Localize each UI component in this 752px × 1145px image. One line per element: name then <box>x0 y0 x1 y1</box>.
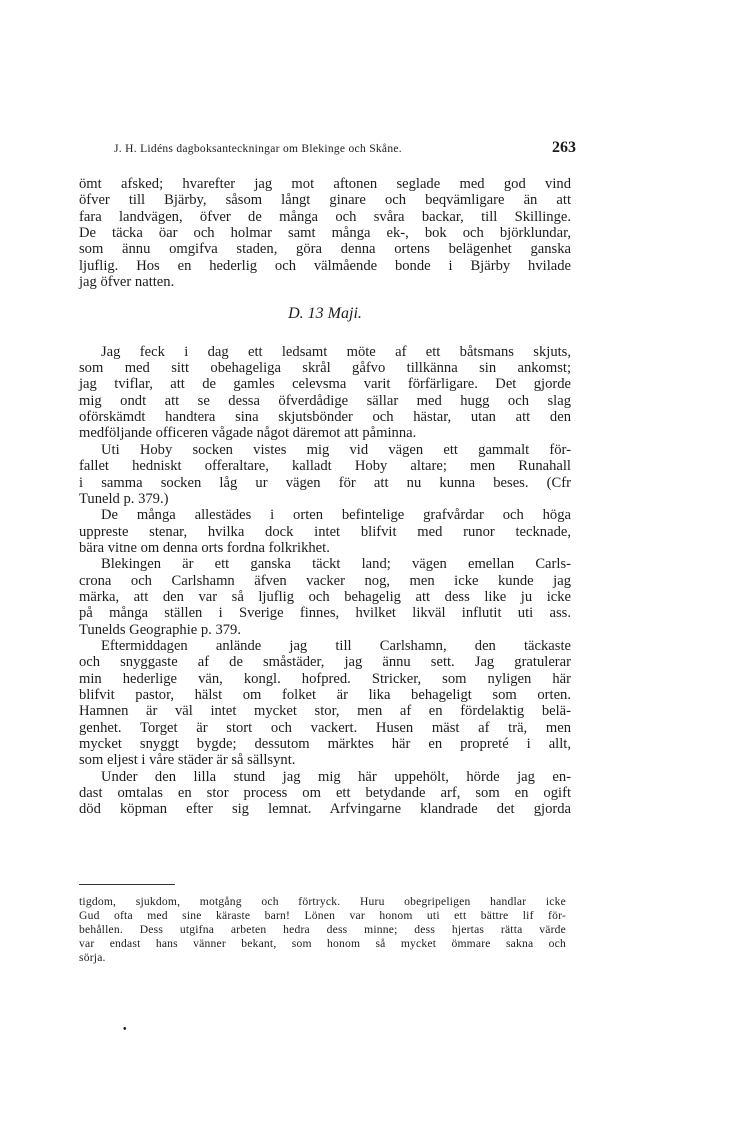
date-heading: D. 13 Maji. <box>288 305 362 323</box>
page-number: 263 <box>552 139 576 156</box>
text-line: som ännu omgifva staden, göra denna ortens belägenhet ganska <box>79 241 571 258</box>
text-line: genhet. Torget är stort och vackert. Husen mäst af trä, men <box>79 719 571 736</box>
text-line: dast omtalas en stor process om ett betydande arf, som en ogift <box>79 785 571 802</box>
text-line: i samma socken låg ur vägen för att nu kunna beses. (Cfr <box>79 474 571 491</box>
footnote-rule <box>79 884 175 885</box>
text-line: som eljest i våre städer är så sällsynt. <box>79 752 296 769</box>
text-line: Hamnen är väl intet mycket stor, men af en fördelaktig belä- <box>79 703 571 720</box>
text-line: min hederlige vän, kongl. hofpred. Stricker, som nyligen här <box>79 670 571 687</box>
text-line: oförskämdt handtera sina skjutsbönder och hästar, utan att den <box>79 409 571 426</box>
text-line: och snyggaste af de småstäder, jag ännu sett. Jag gratulerar <box>79 654 571 671</box>
text-line: medföljande officeren vågade något däremot att påminna. <box>79 425 417 442</box>
text-line: blifvit pastor, hälst om folket är lika behageligt som orten. <box>79 686 571 703</box>
text-line: som med sitt obehageliga skrål gåfvo tillkänna sin ankomst; <box>79 360 571 377</box>
footnote-line: Gud ofta med sine käraste barn! Lönen var honom uti ett bättre lif för- <box>79 908 566 922</box>
text-line: mycket snyggt bygde; dessutom märktes här en propreté i allt, <box>79 736 571 752</box>
footnote <box>79 895 566 965</box>
footnote-line: sörja. <box>79 950 106 964</box>
text-line: ljuflig. Hos en hederlig och välmående bonde i Bjärby hvilade <box>79 257 571 274</box>
running-header <box>114 139 576 156</box>
text-line: Tuneld p. 379.) <box>79 490 169 507</box>
running-title: J. H. Lidéns dagboksanteckningar om Blekinge och Skåne. <box>114 143 402 155</box>
text-line: mig ondt att se dessa öfverdådige sällar med hugg och slag <box>79 392 571 409</box>
text-line: jag tviflar, att de gamles celevsma varit förfärligare. Det gjorde <box>79 376 571 393</box>
footnote-line: var endast hans vänner bekant, som honom så mycket ömmare sakna och <box>79 936 566 950</box>
main-text <box>79 176 571 818</box>
text-line: ömt afsked; hvarefter jag mot aftonen seglade med god vind <box>79 176 571 192</box>
text-line: crona och Carlshamn äfven vacker nog, men icke kunde jag <box>79 572 571 589</box>
text-line: Jag feck i dag ett ledsamt möte af ett båtsmans skjuts, <box>101 343 571 360</box>
margin-mark: • <box>123 1024 127 1035</box>
text-line: på många ställen i Sverige finnes, hvilket likväl influtit uti ass. <box>79 605 571 622</box>
text-line: jag öfver natten. <box>79 274 175 291</box>
text-line: Tunelds Geographie p. 379. <box>79 621 242 638</box>
text-line: fara landvägen, öfver de många och svåra backar, till Skillinge. <box>79 208 571 225</box>
text-line: märka, att den var så ljuflig och behagelig att dess like ju icke <box>79 588 571 605</box>
text-line: Uti Hoby socken vistes mig vid vägen ett gammalt för- <box>101 441 571 458</box>
text-line: Blekingen är ett ganska täckt land; vägen emellan Carls- <box>101 556 571 573</box>
text-line: uppreste stenar, hvilka dock intet blifvit med runor tecknade, <box>79 523 571 540</box>
text-line: öfver till Bjärby, såsom långt ginare och beqvämligare än att <box>79 192 571 209</box>
text-line: Under den lilla stund jag mig här uppehölt, hörde jag en- <box>101 768 571 785</box>
text-line: fallet hedniskt offeraltare, kalladt Hoby altare; men Runahall <box>79 458 571 475</box>
footnote-line: tigdom, sjukdom, motgång och förtryck. Huru obegripeligen handlar icke <box>79 895 566 908</box>
text-line: De täcka öar och holmar samt många ek-, bok och björklundar, <box>79 225 571 242</box>
text-line: De många allestädes i orten befintelige grafvårdar och höga <box>101 507 571 524</box>
text-line: bära vitne om denna orts fordna folkrikhet. <box>79 539 330 556</box>
text-line: Eftermiddagen anlände jag till Carlshamn, den täckaste <box>101 637 571 654</box>
footnote-line: behållen. Dess utgifna arbeten hedra dess minne; dess hjertas rätta värde <box>79 922 566 936</box>
text-line: död köpman efter sig lemnat. Arfvingarne klandrade det gjorda <box>79 801 571 818</box>
